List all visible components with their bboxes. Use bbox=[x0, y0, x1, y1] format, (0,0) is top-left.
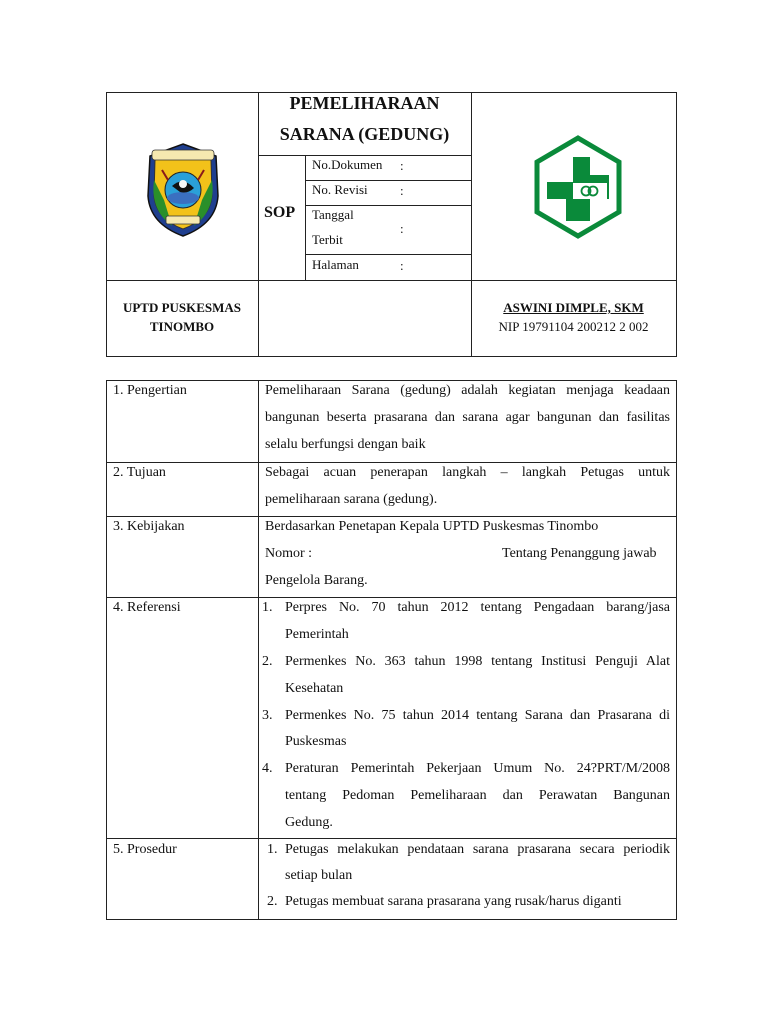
sop-divider bbox=[305, 155, 306, 280]
referensi-item-4-line1: Peraturan Pemerintah Pekerjaan Umum No. 24?PRT/M/2008 bbox=[285, 761, 670, 776]
content-border-right bbox=[676, 380, 677, 920]
field-tanggal-label: Tanggal bbox=[312, 207, 354, 222]
row-divider-3 bbox=[106, 597, 677, 598]
signer-nip: NIP 19791104 200212 2 002 bbox=[498, 319, 649, 334]
prosedur-item-2-line1: Petugas membuat sarana prasarana yang rusak/harus diganti bbox=[285, 894, 622, 909]
signer-name: ASWINI DIMPLE, SKM bbox=[503, 300, 644, 315]
header-row-divider bbox=[106, 280, 677, 281]
field-no-dokumen-label: No.Dokumen bbox=[312, 157, 383, 172]
referensi-item-2-line2: Kesehatan bbox=[285, 681, 344, 696]
kebijakan-line3: Pengelola Barang. bbox=[265, 573, 368, 588]
content-border-left bbox=[106, 380, 107, 920]
section-label-pengertian: 1. Pengertian bbox=[113, 383, 187, 398]
field-terbit-label: Terbit bbox=[312, 232, 343, 247]
referensi-item-3-line1: Permenkes No. 75 tahun 2014 tentang Sarana dan Prasarana di bbox=[285, 708, 670, 723]
prosedur-item-2-num: 2. bbox=[267, 894, 278, 909]
referensi-item-3-num: 3. bbox=[262, 708, 273, 723]
document-title-line1: PEMELIHARAAN bbox=[289, 93, 440, 113]
content-col-divider bbox=[258, 380, 259, 920]
tujuan-line2: pemeliharaan sarana (gedung). bbox=[265, 492, 438, 507]
puskesmas-cross-logo-icon bbox=[533, 135, 623, 239]
section-label-kebijakan: 3. Kebijakan bbox=[113, 519, 185, 534]
document-title-line2: SARANA (GEDUNG) bbox=[279, 124, 450, 144]
section-label-referensi: 4. Referensi bbox=[113, 600, 181, 615]
referensi-item-4-num: 4. bbox=[262, 761, 273, 776]
referensi-item-4-line3: Gedung. bbox=[285, 815, 333, 830]
kebijakan-line1: Berdasarkan Penetapan Kepala UPTD Puskesmas Tinombo bbox=[265, 519, 599, 534]
section-label-tujuan: 2. Tujuan bbox=[113, 465, 166, 480]
row-divider-1 bbox=[106, 462, 677, 463]
regency-coat-of-arms-icon bbox=[142, 140, 224, 240]
prosedur-item-1-num: 1. bbox=[267, 842, 278, 857]
pengertian-line3: selalu berfungsi dengan baik bbox=[265, 437, 426, 452]
header-border-bottom bbox=[106, 356, 677, 357]
institution-line2: TINOMBO bbox=[149, 319, 215, 334]
referensi-item-1-num: 1. bbox=[262, 600, 273, 615]
referensi-item-3-line2: Puskesmas bbox=[285, 734, 347, 749]
pengertian-line1: Pemeliharaan Sarana (gedung) adalah kegiatan menjaga keadaan bbox=[265, 383, 670, 398]
row-divider-2 bbox=[106, 516, 677, 517]
content-border-bottom bbox=[106, 919, 677, 920]
referensi-item-2-line1: Permenkes No. 363 tahun 1998 tentang Institusi Penguji Alat bbox=[285, 654, 670, 669]
field-tanggal-terbit-sep: : bbox=[400, 221, 404, 236]
institution-line1: UPTD PUSKESMAS bbox=[122, 300, 242, 315]
prosedur-item-1-line2: setiap bulan bbox=[285, 868, 353, 883]
referensi-item-2-num: 2. bbox=[262, 654, 273, 669]
content-border-top bbox=[106, 380, 677, 381]
section-label-prosedur: 5. Prosedur bbox=[113, 842, 177, 857]
header-border-right bbox=[676, 92, 677, 357]
pengertian-line2: bangunan beserta prasarana dan sarana agar bangunan dan fasilitas bbox=[265, 410, 670, 425]
field-halaman-label: Halaman bbox=[312, 257, 359, 272]
field-no-revisi-label: No. Revisi bbox=[312, 182, 368, 197]
kebijakan-tentang: Tentang Penanggung jawab bbox=[502, 546, 657, 561]
field-divider-3 bbox=[305, 254, 471, 255]
referensi-item-1-line1: Perpres No. 70 tahun 2012 tentang Pengadaan barang/jasa bbox=[285, 600, 670, 615]
prosedur-item-1-line1: Petugas melakukan pendataan sarana prasarana secara periodik bbox=[285, 842, 670, 857]
row-divider-4 bbox=[106, 838, 677, 839]
referensi-item-1-line2: Pemerintah bbox=[285, 627, 349, 642]
kebijakan-nomor: Nomor : bbox=[265, 546, 313, 561]
field-no-revisi-sep: : bbox=[400, 183, 404, 198]
sop-label: SOP bbox=[264, 204, 296, 221]
tujuan-line1: Sebagai acuan penerapan langkah – langkah Petugas untuk bbox=[265, 465, 670, 480]
referensi-item-4-line2: tentang Pedoman Pemeliharaan dan Perawatan Bangunan bbox=[285, 788, 670, 803]
field-halaman-sep: : bbox=[400, 258, 404, 273]
field-no-dokumen-sep: : bbox=[400, 158, 404, 173]
